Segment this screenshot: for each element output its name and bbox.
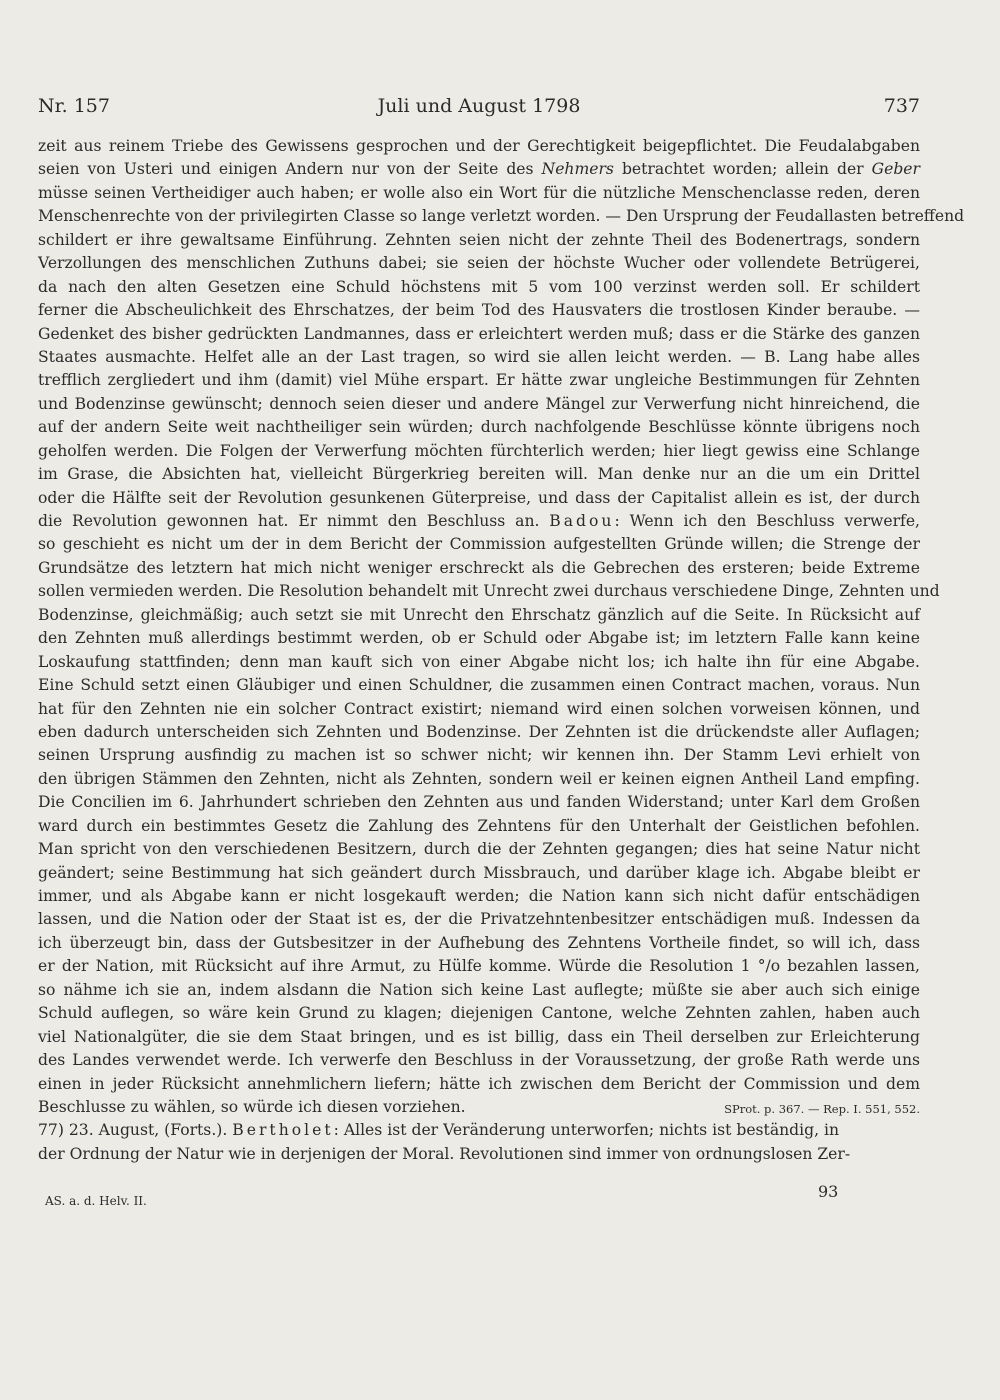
- text-segment: schildert er ihre gewaltsame Einführung. Zehnten seien nicht der zehnte Theil des Bodenertrags, sondern: [38, 230, 920, 249]
- text-segment: betrachtet worden; allein der: [613, 160, 872, 179]
- text-segment: oder die Hälfte seit der Revolution gesunkenen Güterpreise, und dass der Capitalist allein es ist, der durch: [38, 488, 920, 507]
- text-segment: Die Concilien im 6. Jahrhundert schrieben den Zehnten aus und fanden Widerstand; unter Karl dem Großen: [38, 793, 920, 812]
- text-line: [38, 487, 920, 510]
- text-segment: und Bodenzinse gewünscht; dennoch seien dieser und andere Mängel zur Verwerfung nicht hinreichend, die: [38, 394, 920, 413]
- text-line: [38, 369, 920, 392]
- sheet-number: 93: [818, 1182, 839, 1201]
- text-line: [38, 393, 920, 416]
- text-line: [38, 533, 920, 556]
- text-line: [38, 229, 920, 252]
- running-title: Juli und August 1798: [377, 95, 581, 117]
- text-line: [38, 557, 920, 580]
- speaker-name: Badou: [549, 512, 615, 530]
- text-line: [38, 604, 920, 627]
- text-segment: den übrigen Stämmen den Zehnten, nicht als Zehnten, sondern weil er keinen eignen Antheil Land empfing.: [38, 769, 920, 788]
- text-segment: 77) 23. August, (Forts.).: [38, 1121, 233, 1140]
- text-segment: so geschieht es nicht um der in dem Bericht der Commission aufgestellten Gründe willen; die Strenge der: [38, 535, 920, 554]
- speaker-name: Bertholet: [232, 1121, 334, 1140]
- text-segment: seinen Ursprung ausfindig zu machen ist so schwer nicht; wir kennen ihn. Der Stamm Levi erhielt von: [38, 746, 920, 765]
- text-line: [38, 463, 920, 486]
- text-line: [38, 323, 920, 346]
- text-line: [38, 1073, 920, 1096]
- text-segment: da nach den alten Gesetzen eine Schuld höchstens mit 5 vom 100 verzinst werden soll. Er schildert: [38, 277, 920, 296]
- text-segment: im Grase, die Absichten hat, vielleicht Bürgerkrieg bereiten will. Man denke nur an die um ein Drittel: [38, 465, 920, 484]
- emphasis-text: Geber: [871, 160, 920, 179]
- text-segment: immer, und als Abgabe kann er nicht losgekauft werden; die Nation kann sich nicht dafür entschädigen: [38, 887, 920, 905]
- text-segment: Bodenzinse, gleichmäßig; auch setzt sie mit Unrecht den Ehrschatz gänzlich auf die Seite. In Rücksicht auf: [38, 605, 920, 624]
- text-segment: eben dadurch unterscheiden sich Zehnten und Bodenzinse. Der Zehnten ist die drückendste aller Auflagen;: [38, 722, 920, 741]
- text-line: [38, 205, 965, 228]
- signature-mark: AS. a. d. Helv. II.: [45, 1194, 147, 1208]
- text-line: [38, 674, 920, 697]
- text-segment: er der Nation, mit Rücksicht auf ihre Armut, zu Hülfe komme. Würde die Resolution 1 °/o bezahlen lassen,: [38, 957, 920, 976]
- text-segment: Man spricht von den verschiedenen Besitzern, durch die der Zehnten gegangen; dies hat seine Natur nicht: [38, 840, 920, 859]
- text-segment: des Landes verwendet werde. Ich verwerfe den Beschluss in der Voraussetzung, der große Rath werde uns: [38, 1051, 920, 1070]
- text-segment: den Zehnten muß allerdings bestimmt werden, ob er Schuld oder Abgabe ist; im letztern Falle kann keine: [38, 629, 920, 648]
- text-segment: hat für den Zehnten nie ein solcher Contract existirt; niemand wird einen solchen vorweisen können, und: [38, 699, 920, 718]
- text-segment: so nähme ich sie an, indem alsdann die Nation sich keine Last auflegte; müßte sie aber auch sich einige: [38, 980, 920, 999]
- text-line: [38, 510, 920, 533]
- text-line: [38, 651, 920, 674]
- text-line: [38, 721, 920, 744]
- text-line: [38, 768, 920, 791]
- text-line: [38, 627, 920, 650]
- text-line: [38, 1143, 920, 1166]
- text-segment: sollen vermieden werden. Die Resolution behandelt mit Unrecht zwei durchaus verschiedene Dinge, Zehnten und: [38, 582, 940, 601]
- text-line: [38, 744, 920, 767]
- text-line: [38, 791, 920, 814]
- text-segment: müsse seinen Vertheidiger auch haben; er wolle also ein Wort für die nützliche Menschenclasse reden, deren: [38, 183, 920, 202]
- text-segment: Eine Schuld setzt einen Gläubiger und einen Schuldner, die zusammen einen Contract machen, voraus. Nun: [38, 676, 920, 695]
- text-line: [38, 158, 920, 181]
- document-number: Nr. 157: [38, 95, 110, 117]
- text-segment: einen in jeder Rücksicht annehmlichern liefern; hätte ich zwischen dem Bericht der Commission und dem: [38, 1074, 920, 1093]
- text-segment: auf der andern Seite weit nachtheiliger sein würden; durch nachfolgende Beschlüsse könnte übrigens noch: [38, 418, 920, 437]
- text-segment: ferner die Abscheulichkeit des Ehrschatzes, der beim Tod des Hausvaters die trostlosen Kinder beraube. —: [38, 301, 920, 320]
- text-segment: Grundsätze des letztern hat mich nicht weniger erschreckt als die Gebrechen des ersteren; beide Extreme: [38, 558, 920, 577]
- text-line: [38, 698, 920, 721]
- text-segment: lassen, und die Nation oder der Staat ist es, der die Privatzehntenbesitzer entschädigen muß. Indessen da: [38, 910, 920, 929]
- text-line: [38, 440, 920, 463]
- text-segment: der Ordnung der Natur wie in derjenigen der Moral. Revolutionen sind immer von ordnungslosen Zer-: [38, 1144, 851, 1163]
- text-line: [38, 416, 920, 439]
- text-line: [38, 838, 920, 861]
- text-segment: Loskaufung stattfinden; denn man kauft sich von einer Abgabe nicht los; ich halte ihn für eine Abgabe.: [38, 652, 920, 671]
- text-segment: geholfen werden. Die Folgen der Verwerfung möchten fürchterlich werden; hier liegt gewiss eine Schlange: [38, 441, 920, 460]
- text-segment: Schuld auflegen, so wäre kein Grund zu klagen; diejenigen Cantone, welche Zehnten zahlen, haben auch: [38, 1004, 920, 1023]
- text-segment: seien von Usteri und einigen Andern nur von der Seite des: [38, 160, 542, 179]
- text-segment: viel Nationalgüter, die sie dem Staat bringen, und es ist billig, dass ein Theil derselben zur Erleichterung: [38, 1027, 920, 1046]
- text-line: [38, 580, 940, 603]
- emphasis-text: Nehmers: [541, 160, 614, 179]
- text-segment: : Alles ist der Veränderung unterworfen; nichts ist beständig, in: [333, 1121, 840, 1140]
- text-line: [38, 1049, 920, 1072]
- text-line: [38, 346, 920, 369]
- text-segment: zeit aus reinem Triebe des Gewissens gesprochen und der Gerechtigkeit beigepflichtet. Die Feudalabgaben: [38, 137, 920, 155]
- text-line: [38, 885, 920, 908]
- text-segment: ward durch ein bestimmtes Gesetz die Zahlung des Zehntens für den Unterhalt der Geistlichen befohlen.: [38, 816, 920, 835]
- text-line: [38, 908, 920, 931]
- text-segment: geändert; seine Bestimmung hat sich geändert durch Missbrauch, und darüber klage ich. Abgabe bleibt er: [38, 863, 920, 882]
- text-line: [38, 1002, 920, 1025]
- text-segment: ich überzeugt bin, dass der Gutsbesitzer in der Aufhebung des Zehntens Vortheile findet, so will ich, dass: [38, 933, 920, 952]
- text-segment: : Wenn ich den Beschluss verwerfe,: [614, 512, 920, 530]
- text-segment: Staates ausmachte. Helfet alle an der Last tragen, so wird sie allen leicht werden. — B. Lang habe alles: [38, 347, 920, 366]
- text-segment: trefflich zergliedert und ihm (damit) viel Mühe erspart. Er hätte zwar ungleiche Bestimmungen für Zehnten: [38, 371, 920, 390]
- text-line: [38, 932, 920, 955]
- text-line: [38, 862, 920, 885]
- text-line: [38, 955, 920, 978]
- source-reference: SProt. p. 367. — Rep. I. 551, 552.: [724, 1101, 920, 1116]
- text-segment: Menschenrechte von der privilegirten Classe so lange verletzt worden. — Den Ursprung der Feudallasten betreffend: [38, 207, 965, 226]
- text-line: [38, 182, 920, 205]
- text-line: [38, 135, 920, 158]
- body-text: [38, 135, 965, 1166]
- page-number: 737: [883, 95, 920, 117]
- text-line: [38, 252, 920, 275]
- text-line: [38, 1119, 920, 1142]
- page-header: [38, 95, 920, 119]
- text-segment: die Revolution gewonnen hat. Er nimmt den Beschluss an.: [38, 512, 550, 530]
- text-line: [38, 1096, 920, 1119]
- text-line: [38, 299, 920, 322]
- text-segment: Beschlusse zu wählen, so würde ich diesen vorziehen.: [38, 1097, 466, 1116]
- text-line: [38, 1026, 920, 1049]
- text-line: [38, 815, 920, 838]
- text-segment: Gedenket des bisher gedrückten Landmannes, dass er erleichtert werden muß; dass er die Stärke des ganzen: [38, 324, 920, 343]
- text-line: [38, 276, 920, 299]
- text-line: [38, 979, 920, 1002]
- text-segment: Verzollungen des menschlichen Zuthuns dabei; sie seien der höchste Wucher oder vollendete Betrügerei,: [38, 254, 920, 273]
